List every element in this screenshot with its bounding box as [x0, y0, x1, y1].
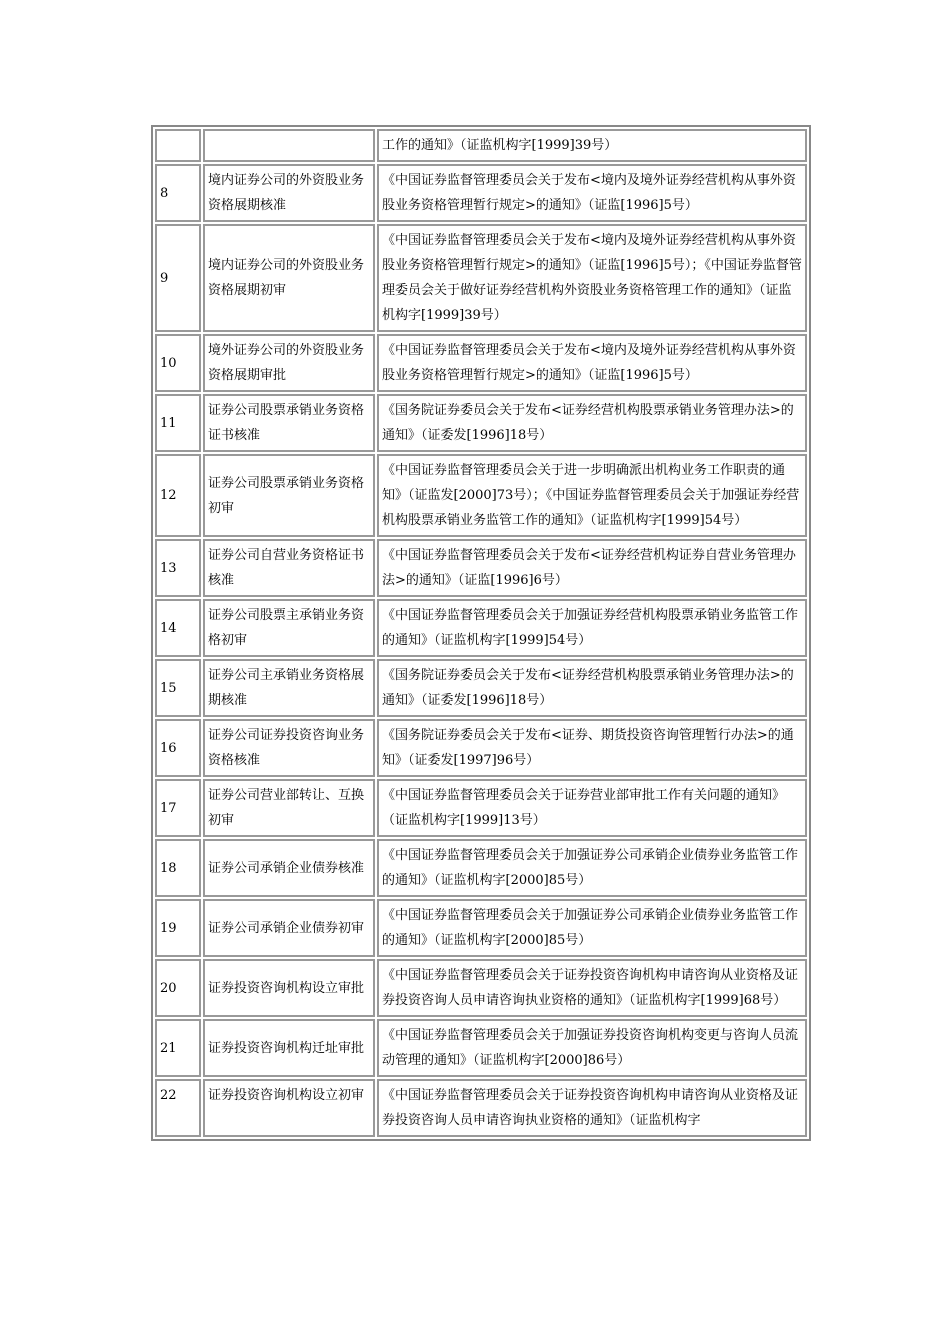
table-body	[155, 129, 807, 1137]
item-name-cell: 证券公司证券投资咨询业务资格核准	[203, 719, 375, 777]
item-name-cell	[203, 129, 375, 162]
row-number-cell: 12	[155, 454, 201, 537]
table-row	[155, 224, 807, 332]
legal-basis-cell: 《中国证券监督管理委员会关于证券营业部审批工作有关问题的通知》（证监机构字[1999]13号）	[377, 779, 807, 837]
item-name-cell: 证券公司股票承销业务资格证书核准	[203, 394, 375, 452]
table-row	[155, 899, 807, 957]
legal-basis-cell: 《中国证券监督管理委员会关于发布<境内及境外证券经营机构从事外资股业务资格管理暂行规定>的通知》（证监[1996]5号）	[377, 334, 807, 392]
legal-basis-cell: 《国务院证券委员会关于发布<证券经营机构股票承销业务管理办法>的通知》（证委发[1996]18号）	[377, 394, 807, 452]
table-row	[155, 1019, 807, 1077]
item-name-cell: 境内证券公司的外资股业务资格展期初审	[203, 224, 375, 332]
legal-basis-cell: 《中国证券监督管理委员会关于加强证券投资咨询机构变更与咨询人员流动管理的通知》（证监机构字[2000]86号）	[377, 1019, 807, 1077]
table-row	[155, 839, 807, 897]
row-number-cell: 10	[155, 334, 201, 392]
table-row	[155, 1079, 807, 1137]
row-number-cell: 11	[155, 394, 201, 452]
legal-basis-cell: 《中国证券监督管理委员会关于加强证券公司承销企业债券业务监管工作的通知》（证监机构字[2000]85号）	[377, 839, 807, 897]
item-name-cell: 证券公司承销企业债券核准	[203, 839, 375, 897]
row-number-cell: 18	[155, 839, 201, 897]
legal-basis-cell: 《中国证券监督管理委员会关于加强证券公司承销企业债券业务监管工作的通知》（证监机构字[2000]85号）	[377, 899, 807, 957]
item-name-cell: 证券公司股票承销业务资格初审	[203, 454, 375, 537]
legal-basis-cell: 工作的通知》（证监机构字[1999]39号）	[377, 129, 807, 162]
row-number-cell: 14	[155, 599, 201, 657]
row-number-cell: 13	[155, 539, 201, 597]
item-name-cell: 证券投资咨询机构迁址审批	[203, 1019, 375, 1077]
legal-basis-cell: 《中国证券监督管理委员会关于证券投资咨询机构申请咨询从业资格及证券投资咨询人员申请咨询执业资格的通知》（证监机构字	[377, 1079, 807, 1137]
table-row	[155, 659, 807, 717]
table-row	[155, 129, 807, 162]
row-number-cell: 19	[155, 899, 201, 957]
legal-basis-cell: 《国务院证券委员会关于发布<证券经营机构股票承销业务管理办法>的通知》（证委发[1996]18号）	[377, 659, 807, 717]
table-row	[155, 164, 807, 222]
legal-basis-cell: 《中国证券监督管理委员会关于发布<境内及境外证券经营机构从事外资股业务资格管理暂行规定>的通知》（证监[1996]5号）；《中国证券监督管理委员会关于做好证券经营机构外资股业务资格管理工作的通知》（证监机构字[1999]39号）	[377, 224, 807, 332]
item-name-cell: 证券公司股票主承销业务资格初审	[203, 599, 375, 657]
item-name-cell: 证券公司主承销业务资格展期核准	[203, 659, 375, 717]
row-number-cell: 21	[155, 1019, 201, 1077]
item-name-cell: 证券投资咨询机构设立初审	[203, 1079, 375, 1137]
table-row	[155, 779, 807, 837]
table-row	[155, 599, 807, 657]
row-number-cell: 16	[155, 719, 201, 777]
item-name-cell: 境外证券公司的外资股业务资格展期审批	[203, 334, 375, 392]
row-number-cell	[155, 129, 201, 162]
row-number-cell: 8	[155, 164, 201, 222]
table-row	[155, 539, 807, 597]
legal-basis-cell: 《中国证券监督管理委员会关于进一步明确派出机构业务工作职责的通知》（证监发[2000]73号）；《中国证券监督管理委员会关于加强证券经营机构股票承销业务监管工作的通知》（证监机构字[1999]54号）	[377, 454, 807, 537]
approval-items-table	[151, 125, 811, 1141]
legal-basis-cell: 《国务院证券委员会关于发布<证券、期货投资咨询管理暂行办法>的通知》（证委发[1997]96号）	[377, 719, 807, 777]
item-name-cell: 境内证券公司的外资股业务资格展期核准	[203, 164, 375, 222]
legal-basis-cell: 《中国证券监督管理委员会关于发布<境内及境外证券经营机构从事外资股业务资格管理暂行规定>的通知》（证监[1996]5号）	[377, 164, 807, 222]
legal-basis-cell: 《中国证券监督管理委员会关于加强证券经营机构股票承销业务监管工作的通知》（证监机构字[1999]54号）	[377, 599, 807, 657]
item-name-cell: 证券公司自营业务资格证书核准	[203, 539, 375, 597]
table-row	[155, 959, 807, 1017]
item-name-cell: 证券投资咨询机构设立审批	[203, 959, 375, 1017]
row-number-cell: 17	[155, 779, 201, 837]
legal-basis-cell: 《中国证券监督管理委员会关于证券投资咨询机构申请咨询从业资格及证券投资咨询人员申请咨询执业资格的通知》（证监机构字[1999]68号）	[377, 959, 807, 1017]
legal-basis-cell: 《中国证券监督管理委员会关于发布<证券经营机构证券自营业务管理办法>的通知》（证监[1996]6号）	[377, 539, 807, 597]
row-number-cell: 22	[155, 1079, 201, 1137]
row-number-cell: 20	[155, 959, 201, 1017]
table-row	[155, 334, 807, 392]
table-row	[155, 719, 807, 777]
item-name-cell: 证券公司营业部转让、互换初审	[203, 779, 375, 837]
item-name-cell: 证券公司承销企业债券初审	[203, 899, 375, 957]
table-row	[155, 454, 807, 537]
row-number-cell: 9	[155, 224, 201, 332]
row-number-cell: 15	[155, 659, 201, 717]
table-row	[155, 394, 807, 452]
